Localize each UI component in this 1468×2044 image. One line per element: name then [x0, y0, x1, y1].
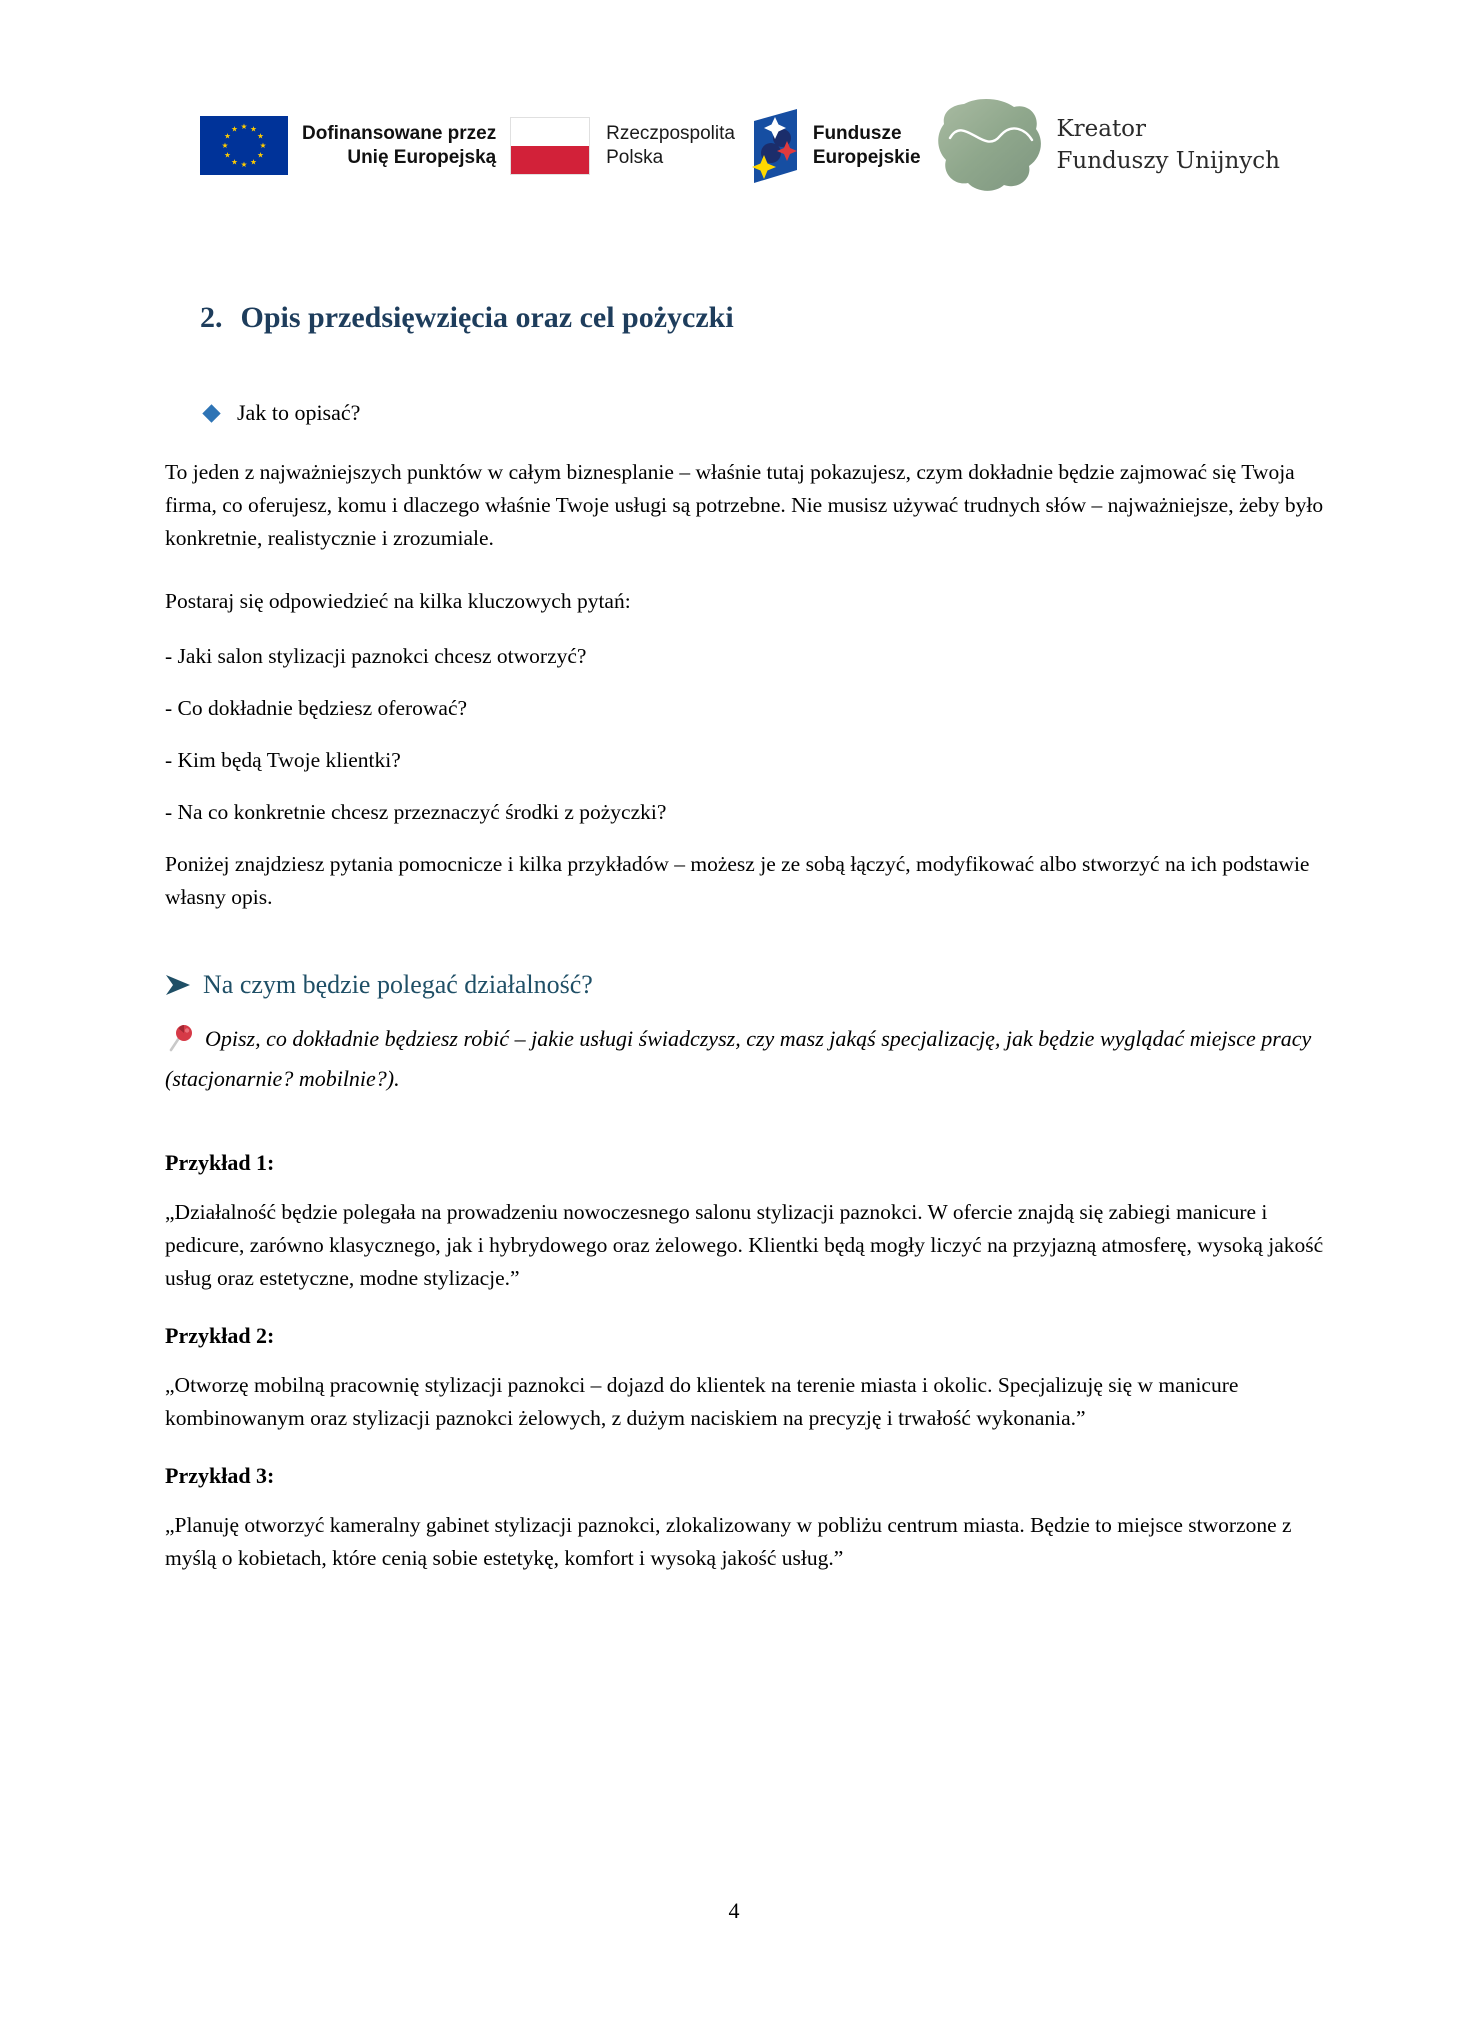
poland-logo	[510, 117, 735, 175]
diamond-bullet-icon	[202, 404, 220, 422]
example-3-text: „Planuję otworzyć kameralny gabinet stylizacji paznokci, zlokalizowany w pobliżu centrum miasta. Będzie to miejsce stworzone z myślą o kobietach, które cenią sobie estetykę, komfort i wysoką jakość usług.”	[165, 1513, 1292, 1570]
kreator-logo-icon	[934, 96, 1042, 196]
intro-paragraph-2: Postaraj się odpowiedzieć na kilka kluczowych pytań:	[165, 589, 631, 613]
example-2-label: Przykład 2:	[165, 1323, 275, 1348]
bullet-question-text: Jak to opisać?	[237, 400, 361, 425]
svg-text:★: ★	[221, 141, 229, 151]
question-item: - Co dokładnie będziesz oferować?	[165, 696, 468, 720]
pushpin-note	[165, 1022, 1327, 1096]
subsection-title: Na czym będzie polegać działalność?	[203, 970, 593, 999]
pushpin-icon	[169, 1024, 195, 1062]
poland-flag-icon	[510, 117, 590, 175]
fundusze-label-line1: Fundusze	[812, 123, 902, 145]
svg-text:★: ★	[257, 131, 264, 141]
kreator-label-line1: Kreator	[1056, 116, 1147, 143]
question-item: - Jaki salon stylizacji paznokci chcesz otworzyć?	[165, 644, 587, 668]
svg-text:★: ★	[231, 124, 238, 134]
example-block	[165, 1150, 1327, 1295]
svg-text:★: ★	[250, 157, 257, 167]
section-2-heading	[165, 298, 1327, 338]
eu-funding-label-line1: Dofinansowane przez	[302, 123, 497, 145]
svg-text:★: ★	[240, 122, 248, 132]
question-item: - Kim będą Twoje klientki?	[165, 748, 401, 772]
eu-funding-label-line2: Unię Europejską	[347, 146, 497, 168]
example-2-text: „Otworzę mobilną pracownię stylizacji paznokci – dojazd do klientek na terenie miasta i okolic. Specjalizuję się w manicure kombinowanym oraz stylizacji paznokci żelowych, z dużym naciskiem na precyzję i trwałość wykonania.”	[165, 1373, 1239, 1430]
example-1-text: „Działalność będzie polegała na prowadzeniu nowoczesnego salonu stylizacji paznokci. W ofercie znajdą się zabiegi manicure i pedicure, zarówno klasycznego, jak i hybrydowego oraz żelowego. Klientki będą mogły liczyć na przyjazną atmosferę, wysoką jakość usług oraz estetyczne, modne stylizacje.”	[165, 1200, 1324, 1290]
svg-text:★: ★	[257, 150, 264, 160]
document-body	[165, 298, 1327, 1575]
kreator-funduszy-logo	[934, 96, 1280, 196]
example-1-label: Przykład 1:	[165, 1150, 275, 1175]
page-number: 4	[728, 1898, 740, 1923]
svg-text:★: ★	[259, 141, 267, 151]
svg-text:★: ★	[231, 157, 238, 167]
example-3-label: Przykład 3:	[165, 1463, 275, 1488]
svg-text:★: ★	[240, 160, 248, 170]
pushpin-note-text: Opisz, co dokładnie będziesz robić – jakie usługi świadczysz, czy masz jakąś specjalizację, jak będzie wyglądać miejsce pracy (stacjonarnie? mobilnie?).	[165, 1026, 1312, 1091]
heading-number: 2.	[200, 301, 223, 334]
kreator-label-line2: Funduszy Unijnych	[1056, 147, 1280, 174]
question-item: - Na co konkretnie chcesz przeznaczyć środki z pożyczki?	[165, 800, 667, 824]
svg-text:★: ★	[250, 124, 257, 134]
bullet-question-row	[165, 400, 1327, 426]
fundusze-europejskie-logo	[749, 108, 921, 184]
fundusze-europejskie-flag-icon	[749, 108, 801, 184]
intro-paragraph-1: To jeden z najważniejszych punktów w całym biznesplanie – właśnie tutaj pokazujesz, czym dokładnie będzie zajmować się Twoja firma, co oferujesz, komu i dlaczego właśnie Twoje usługi są potrzebne. Nie musisz używać trudnych słów – najważniejsze, żeby było konkretnie, realistycznie i zrozumiale.	[165, 460, 1324, 550]
fundusze-label-line2: Europejskie	[812, 146, 921, 168]
poland-label-line1: Rzeczpospolita	[606, 123, 735, 145]
heading-title: Opis przedsięwzięcia oraz cel pożyczki	[240, 301, 734, 334]
subsection-heading	[165, 970, 1327, 1000]
eu-flag-icon	[200, 116, 288, 175]
example-block	[165, 1323, 1327, 1435]
intro-paragraph-3: Poniżej znajdziesz pytania pomocnicze i kilka przykładów – możesz je ze sobą łączyć, modyfikować albo stworzyć na ich podstawie własny opis.	[165, 852, 1310, 909]
header-logos	[200, 88, 1280, 203]
eu-funding-logo	[200, 116, 496, 175]
arrow-right-icon	[165, 974, 191, 996]
svg-text:★: ★	[224, 150, 231, 160]
poland-label-line2: Polska	[606, 146, 664, 168]
svg-text:★: ★	[224, 131, 231, 141]
example-block	[165, 1463, 1327, 1575]
